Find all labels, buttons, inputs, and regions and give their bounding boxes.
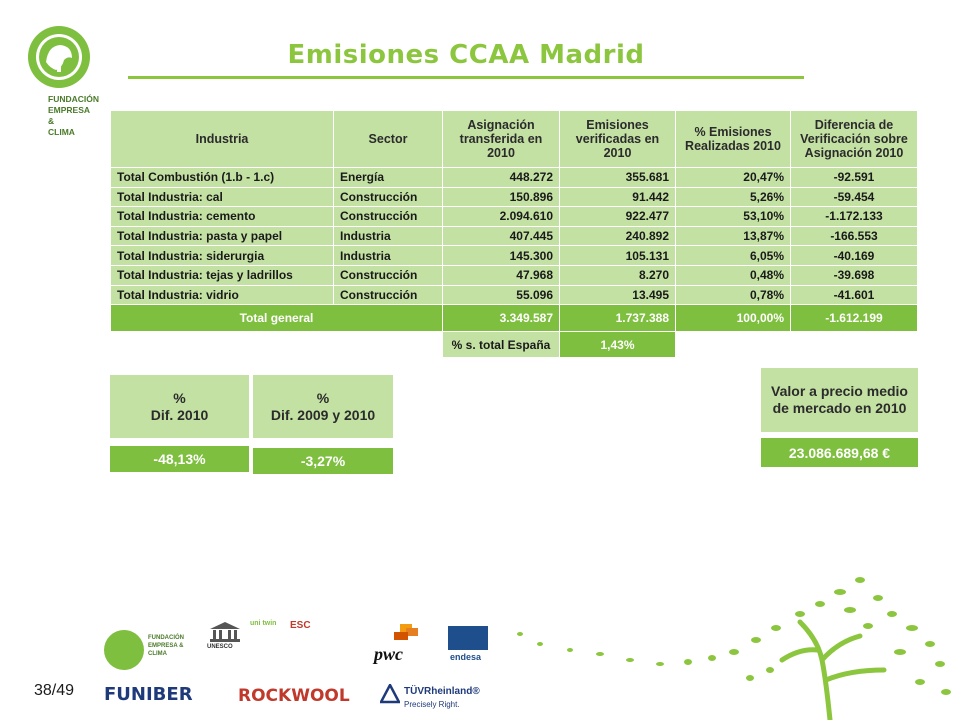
table-row (111, 226, 918, 246)
total-row (111, 305, 918, 332)
col-header: Industria (111, 111, 334, 168)
tuv-logo: TÜVRheinland® (404, 686, 480, 697)
fundacion-small-icon (104, 630, 144, 670)
dif-2010-label-1: % (173, 389, 186, 406)
emisiones-cell: 8.270 (560, 265, 676, 285)
asignacion-cell: 407.445 (443, 226, 560, 246)
emissions-table (110, 110, 918, 358)
spain-share-label: % s. total España (443, 332, 560, 358)
logo-line-2: EMPRESA & (48, 105, 90, 126)
tuv-triangle-icon (380, 684, 400, 704)
fundacion-logo (28, 26, 98, 138)
emisiones-cell: 13.495 (560, 285, 676, 305)
market-label-1: Valor a precio medio (771, 383, 908, 399)
rockwool-logo: ROCKWOOL (238, 686, 350, 706)
market-label-2: de mercado en 2010 (772, 400, 907, 416)
sector-cell: Energía (334, 168, 443, 188)
pct-cell: 53,10% (676, 207, 791, 227)
diferencia-cell: -92.591 (791, 168, 918, 188)
industria-cell: Total Industria: siderurgia (111, 246, 334, 266)
asignacion-cell: 2.094.610 (443, 207, 560, 227)
sector-cell: Construcción (334, 187, 443, 207)
total-label: Total general (111, 305, 443, 332)
unesco-temple-icon (210, 622, 240, 642)
title-underline (128, 76, 804, 79)
asignacion-cell: 448.272 (443, 168, 560, 188)
asignacion-cell: 150.896 (443, 187, 560, 207)
emisiones-cell: 91.442 (560, 187, 676, 207)
sector-cell: Construcción (334, 265, 443, 285)
emisiones-cell: 240.892 (560, 226, 676, 246)
tree-illustration (500, 570, 960, 720)
unesco-label: UNESCO (207, 644, 233, 650)
emisiones-cell: 355.681 (560, 168, 676, 188)
emisiones-cell: 922.477 (560, 207, 676, 227)
diferencia-cell: -59.454 (791, 187, 918, 207)
dif-2009-2010-box (253, 375, 393, 474)
col-header: Asignación transferida en 2010 (443, 111, 560, 168)
pwc-logo: pwc (374, 644, 403, 664)
table-row (111, 246, 918, 266)
dif-2010-value: -48,13% (110, 446, 249, 472)
funiber-logo: FUNIBER (104, 684, 193, 705)
logo-line-3: CLIMA (48, 127, 75, 137)
pct-cell: 6,05% (676, 246, 791, 266)
industria-cell: Total Industria: cemento (111, 207, 334, 227)
table-row (111, 285, 918, 305)
market-value-header (761, 368, 918, 432)
table-row (111, 265, 918, 285)
endesa-logo: endesa (450, 652, 482, 662)
asignacion-cell: 47.968 (443, 265, 560, 285)
spain-share-value: 1,43% (560, 332, 676, 358)
dif-2009-2010-header (253, 375, 393, 438)
tuv-tagline: Precisely Right. (404, 700, 460, 709)
esc-logo: ESC (290, 620, 311, 631)
dif-2009-2010-label-1: % (316, 389, 330, 406)
sector-cell: Industria (334, 246, 443, 266)
table-row (111, 168, 918, 188)
pct-cell: 13,87% (676, 226, 791, 246)
dif-2009-2010-value: -3,27% (253, 448, 393, 474)
pct-cell: 0,78% (676, 285, 791, 305)
asignacion-cell: 145.300 (443, 246, 560, 266)
col-header: Emisiones verificadas en 2010 (560, 111, 676, 168)
table-header-row (111, 111, 918, 168)
industria-cell: Total Combustión (1.b - 1.c) (111, 168, 334, 188)
industria-cell: Total Industria: cal (111, 187, 334, 207)
industria-cell: Total Industria: tejas y ladrillos (111, 265, 334, 285)
asignacion-cell: 55.096 (443, 285, 560, 305)
pct-cell: 5,26% (676, 187, 791, 207)
sector-cell: Industria (334, 226, 443, 246)
sector-cell: Construcción (334, 285, 443, 305)
pwc-blocks-icon (390, 624, 420, 642)
dif-2010-header (110, 375, 249, 438)
page-number: 38/49 (34, 682, 75, 699)
total-pct: 100,00% (676, 305, 791, 332)
industria-cell: Total Industria: pasta y papel (111, 226, 334, 246)
diferencia-cell: -41.601 (791, 285, 918, 305)
page-title: Emisiones CCAA Madrid (287, 40, 645, 70)
fundacion-small-text: FUNDACIÓN EMPRESA & CLIMA (148, 635, 184, 657)
market-value: 23.086.689,68 € (761, 438, 918, 467)
unitwin-logo: uni twin (250, 620, 277, 627)
dif-2010-label-2: Dif. 2010 (150, 406, 209, 423)
market-value-box (761, 368, 918, 467)
logo-line-1: FUNDACIÓN (48, 94, 99, 104)
industria-cell: Total Industria: vidrio (111, 285, 334, 305)
pct-cell: 0,48% (676, 265, 791, 285)
endesa-icon (448, 626, 488, 650)
total-asignacion: 3.349.587 (443, 305, 560, 332)
col-header: Diferencia de Verificación sobre Asignación 2010 (791, 111, 918, 168)
partner-logos (100, 610, 500, 720)
col-header: % Emisiones Realizadas 2010 (676, 111, 791, 168)
diferencia-cell: -40.169 (791, 246, 918, 266)
sector-cell: Construcción (334, 207, 443, 227)
col-header: Sector (334, 111, 443, 168)
diferencia-cell: -39.698 (791, 265, 918, 285)
total-emisiones: 1.737.388 (560, 305, 676, 332)
total-diferencia: -1.612.199 (791, 305, 918, 332)
emisiones-cell: 105.131 (560, 246, 676, 266)
pct-cell: 20,47% (676, 168, 791, 188)
table-row (111, 187, 918, 207)
diferencia-cell: -1.172.133 (791, 207, 918, 227)
spacer-cell (111, 332, 443, 358)
dif-2009-2010-label-2: Dif. 2009 y 2010 (270, 406, 376, 423)
dif-2010-box (110, 375, 249, 472)
spain-share-row (111, 332, 918, 358)
table-row (111, 207, 918, 227)
tree-globe-icon (28, 26, 90, 88)
diferencia-cell: -166.553 (791, 226, 918, 246)
